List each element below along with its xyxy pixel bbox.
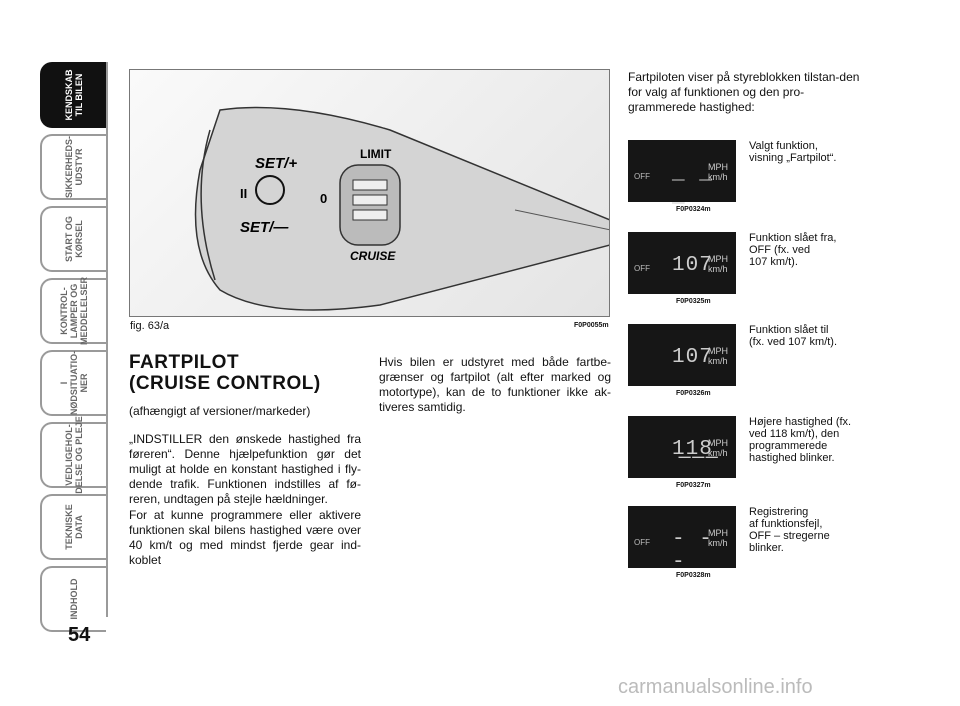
display-1: OFF _ _ _ MPH km/h [628, 140, 736, 202]
paragraph-2: For at kunne programmere eller aktivere funktionen skal bilens hastighed være over 40 km/t og med mindst fjerde gear ind-koblet [129, 508, 361, 567]
display-3-text: Funktion slået til (fx. ved 107 km/t). [749, 324, 838, 348]
display-5: OFF - - - MPH km/h [628, 506, 736, 568]
display-3: 107 MPH km/h [628, 324, 736, 386]
page-number: 54 [68, 624, 91, 646]
display-2: OFF 107 MPH km/h [628, 232, 736, 294]
display-5-text: Registrering af funktionsfejl, OFF – stregerne blinker. [749, 506, 830, 554]
tab-nodsituationer[interactable]: I NØDSITUATIO- NER [40, 350, 106, 416]
tab-divider [106, 62, 108, 617]
zero-label: 0 [320, 191, 328, 206]
display-5-code: F0P0328m [676, 572, 711, 579]
cruise-label: CRUISE [350, 249, 396, 263]
tab-sikkerhedsudstyr[interactable]: SIKKERHEDS- UDSTYR [40, 134, 106, 200]
display-2-text: Funktion slået fra, OFF (fx. ved 107 km/t). [749, 232, 837, 268]
intro-text: Fartpiloten viser på styreblokken tilstan-den for valg af funktionen og den pro-grammerede hastighed: [628, 70, 860, 114]
lever-illustration [130, 70, 610, 317]
set-plus-label: SET/+ [255, 155, 298, 172]
tab-indhold[interactable]: INDHOLD [40, 566, 106, 632]
display-3-code: F0P0326m [676, 390, 711, 397]
tab-tekniske-data[interactable]: TEKNISKE DATA [40, 494, 106, 560]
display-1-text: Valgt funktion, visning „Fartpilot“. [749, 140, 837, 164]
figure-code: F0P0055m [574, 322, 609, 329]
tab-vedligeholdelse[interactable]: VEDLIGEHOL- DELSE OG PLEJE [40, 422, 106, 488]
tab-start-og-korsel[interactable]: START OG KØRSEL [40, 206, 106, 272]
set-minus-label: SET/— [240, 219, 289, 236]
pause-label: II [240, 186, 248, 201]
paragraph-3: Hvis bilen er udstyret med både fartbe-grænser og fartpilot (alt efter marked og motortype), kan de to funktioner ikke ak-tiveres samtidig. [379, 355, 611, 414]
tab-kendskab[interactable]: KENDSKAB TIL BILEN [40, 62, 106, 128]
display-4-code: F0P0327m [676, 482, 711, 489]
display-4: 1̲1̲8̲ MPH km/h [628, 416, 736, 478]
display-1-code: F0P0324m [676, 206, 711, 213]
tab-kontrollamper[interactable]: KONTROL- LAMPER OG MEDDELELSER [40, 278, 106, 344]
watermark: carmanualsonline.info [618, 676, 813, 698]
display-2-code: F0P0325m [676, 298, 711, 305]
display-4-text: Højere hastighed (fx. ved 118 km/t), den programmerede hastighed blinker. [749, 416, 852, 464]
cruise-control-lever-figure [129, 69, 610, 317]
section-heading: FARTPILOT (CRUISE CONTROL) [129, 352, 321, 394]
limit-label: LIMIT [360, 147, 392, 161]
section-subheading: (afhængigt af versioner/markeder) [129, 404, 311, 418]
figure-caption: fig. 63/a [130, 320, 170, 332]
paragraph-1: „INDSTILLER den ønskede hastighed fra føreren“. Denne hjælpefunktion gør det muligt at holde en konstant hastighed i fly-dende trafik. Funktionen indstilles af fø-reren, undtagen på stejle hældninger. [129, 432, 361, 506]
